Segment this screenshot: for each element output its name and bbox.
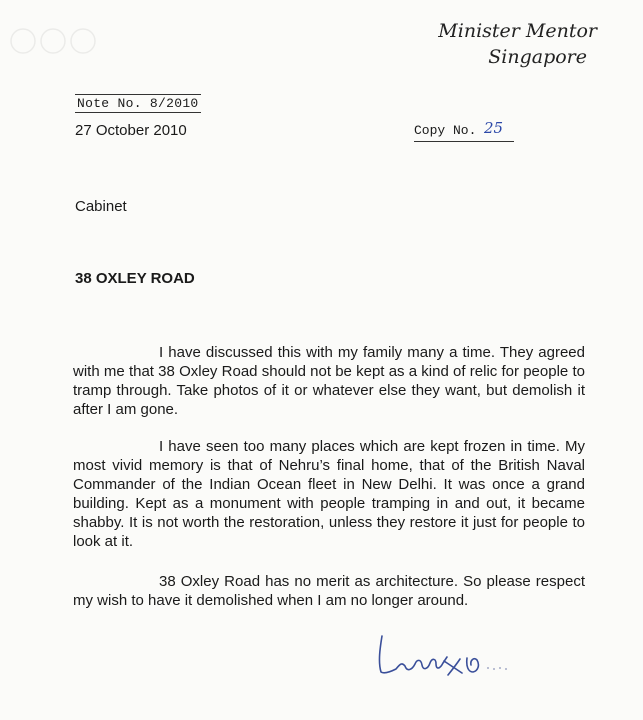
letterhead — [438, 18, 597, 70]
recipient: Cabinet — [75, 198, 127, 215]
paragraph-1 — [73, 343, 585, 419]
note-number: Note No. 8/2010 — [77, 96, 199, 111]
letterhead-country: Singapore — [488, 46, 588, 68]
document-date: 27 October 2010 — [75, 122, 187, 139]
paragraph-2 — [73, 437, 585, 551]
letterhead-title: Minister Mentor — [438, 20, 597, 42]
paragraph-2-text: I have seen too many places which are kept frozen in time. My most vivid memory is that of Nehru’s final home, that of the British Naval Commander of the Indian Ocean fleet in New Delhi. It was once a grand building. Kept as a monument with people tramping in and out, it became shabby. It is not worth the restoration, unless they restore it just for people to look at it. — [73, 438, 585, 550]
copy-number-label: Copy No. — [414, 123, 477, 138]
copy-number-value: 25 — [484, 119, 504, 137]
signature — [372, 628, 522, 684]
faint-scan-mark — [8, 26, 98, 56]
subject-heading: 38 OXLEY ROAD — [75, 270, 195, 287]
paragraph-3-text: 38 Oxley Road has no merit as architecture. So please respect my wish to have it demolished when I am no longer around. — [73, 573, 585, 609]
copy-number — [414, 119, 514, 142]
paragraph-1-text: I have discussed this with my family many a time. They agreed with me that 38 Oxley Road should not be kept as a kind of relic for people to tramp through. Take photos of it or whatever else they want, but demolish it after I am gone. — [73, 344, 585, 418]
paragraph-3 — [73, 572, 585, 610]
